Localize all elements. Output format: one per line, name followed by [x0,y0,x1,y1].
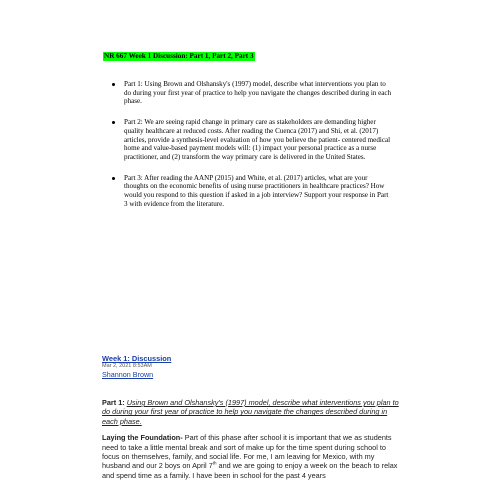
post-part-1-question [102,398,402,426]
post-author-link[interactable]: Shannon Brown [102,370,154,379]
bullet-icon [112,121,115,124]
prompt-text: Part 2: We are seeing rapid change in primary care as stakeholders are demanding higher quality healthcare at reduced costs. After reading the Cuenca (2017) and Shi, et al. (2017) articles, provide a synthesis-level evaluation of how you believe the patient- centered medical home and value-based payment models will: (1) impact your personal practice as a nurse practitioner, and (2) transform the way primary care is delivered in the United States. [124,118,391,161]
prompt-list [112,80,392,220]
prompt-text: Part 1: Using Brown and Olshansky's (1997) model, describe what interventions you plan to do during your first year of practice to help you navigate the changes described during in each phase. [124,80,392,106]
section-text: Part of this phase after school it is important that we as students need to take a little mental break and sort of make up for the time spent during school to focus on themselves, family, and social life. For me, I am leaving for Mexico, with my husband and our 2 boys on April 7 [102,433,392,471]
prompt-item-part-1 [112,80,392,106]
section-label: Laying the Foundation- [102,433,183,443]
post-section-paragraph [102,433,402,480]
post-body [102,398,402,480]
bullet-icon [112,83,115,86]
prompt-text: Part 3: After reading the AANP (2015) and White, et al. (2017) articles, what are your thoughts on the economic benefits of using nurse practitioners in healthcare practices? How would you respond to this question if asked in a job interview? Support your response in Part 3 with evidence from the literature. [124,173,389,208]
part-1-question-text: Using Brown and Olshansky's (1997) model, describe what interventions you plan to do during your first year of practice to help you navigate the changes described during in each phase. [102,398,399,426]
section-superscript: th [212,461,217,467]
prompt-item-part-2 [112,118,392,162]
bullet-icon [112,177,115,180]
prompt-item-part-3 [112,174,392,209]
post-header [102,354,171,379]
post-date: Mar 2, 2021 8:53AM [102,363,152,369]
part-1-label: Part 1: [102,398,125,407]
document-heading: NR 667 Week 1 Discussion: Part 1, Part 2, Part 3 [104,52,254,60]
post-title-link[interactable]: Week 1: Discussion [102,354,172,363]
section-text-continued: and we are going to enjoy a week on the beach to relax and spend time as a family. I have been in school for the past 4 years [102,461,398,480]
